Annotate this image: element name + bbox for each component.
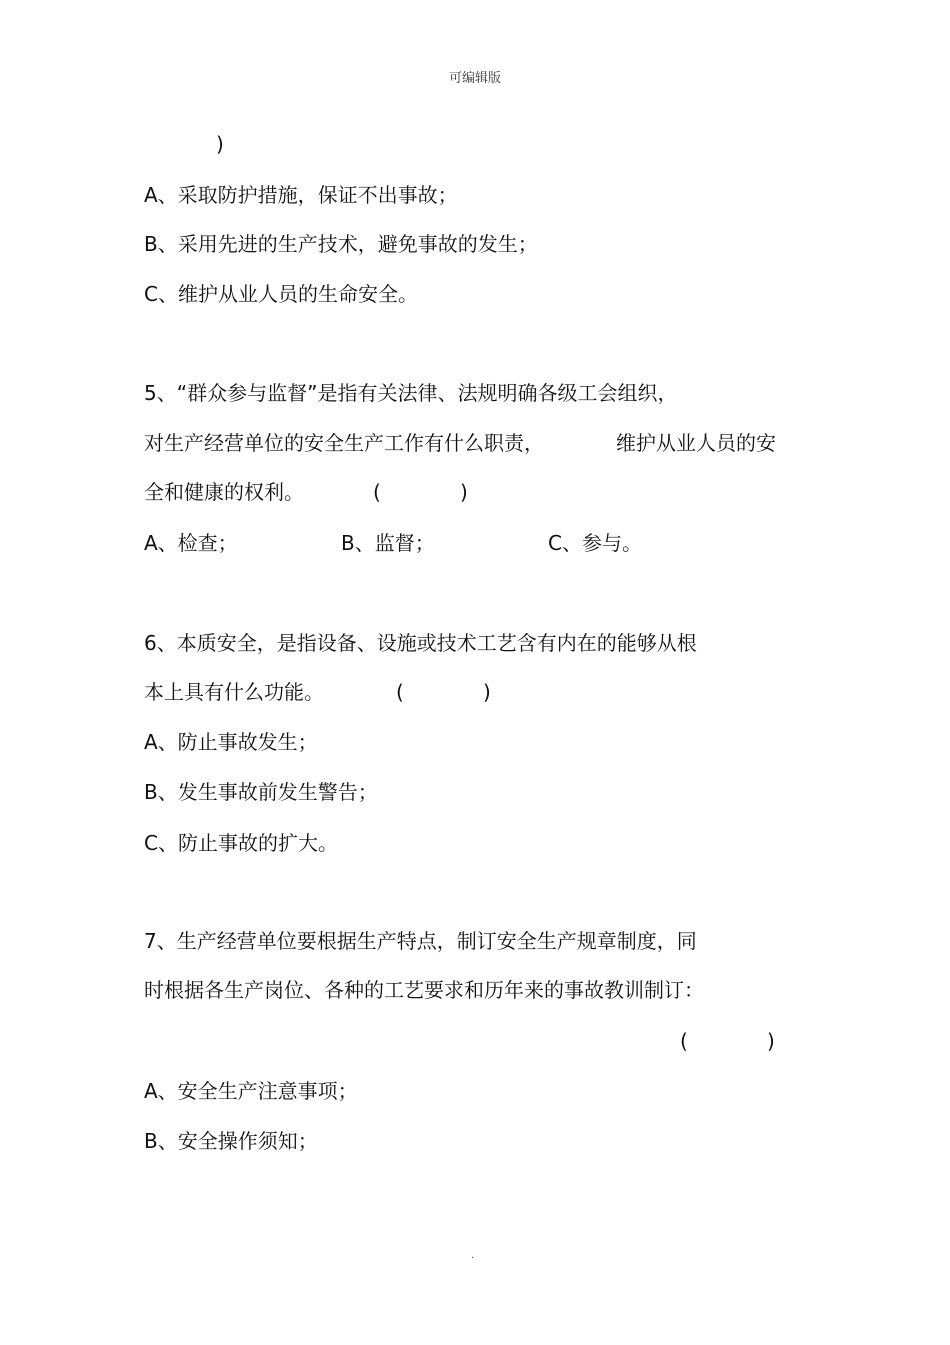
q7-stem-line2: 时根据各生产岗位、各种的工艺要求和历年来的事故教训制订：: [144, 978, 704, 1002]
q5-answer-paren-close: ): [460, 480, 468, 504]
q6-option-c: C、防止事故的扩大。: [144, 831, 338, 855]
q5-stem-line1: 5、“群众参与监督”是指有关法律、法规明确各级工会组织，: [144, 381, 678, 405]
q6-stem-line2: 本上具有什么功能。: [144, 680, 324, 704]
q7-stem-line1: 7、生产经营单位要根据生产特点，制订安全生产规章制度，同: [144, 929, 697, 953]
q6-answer-paren-open: (: [396, 680, 404, 704]
q5-option-a: A、检查；: [144, 531, 238, 555]
q4-paren-close: ): [216, 132, 224, 156]
q6-option-a: A、防止事故发生；: [144, 730, 318, 754]
q6-option-b: B、发生事故前发生警告；: [144, 780, 378, 804]
q5-option-c: C、参与。: [548, 531, 642, 555]
q7-answer-paren-close: ): [767, 1029, 775, 1053]
q7-answer-paren-open: (: [680, 1029, 688, 1053]
q5-answer-paren-open: (: [373, 480, 381, 504]
page-header: 可编辑版: [448, 71, 501, 86]
q5-stem-line3: 全和健康的权利。: [144, 480, 304, 504]
q4-option-b: B、采用先进的生产技术，避免事故的发生；: [144, 232, 538, 256]
q6-stem-line1: 6、本质安全，是指设备、设施或技术工艺含有内在的能够从根: [144, 631, 697, 655]
q6-answer-paren-close: ): [483, 680, 491, 704]
q4-option-c: C、维护从业人员的生命安全。: [144, 282, 418, 306]
q4-option-a: A、采取防护措施，保证不出事故；: [144, 183, 458, 207]
q5-stem-line2b: 维护从业人员的安: [616, 431, 776, 455]
q5-stem-line2a: 对生产经营单位的安全生产工作有什么职责，: [144, 431, 544, 455]
page-footer-mark: .: [471, 1250, 475, 1261]
q7-option-a: A、安全生产注意事项；: [144, 1079, 358, 1103]
q5-option-b: B、监督；: [341, 531, 435, 555]
q7-option-b: B、安全操作须知；: [144, 1129, 318, 1153]
